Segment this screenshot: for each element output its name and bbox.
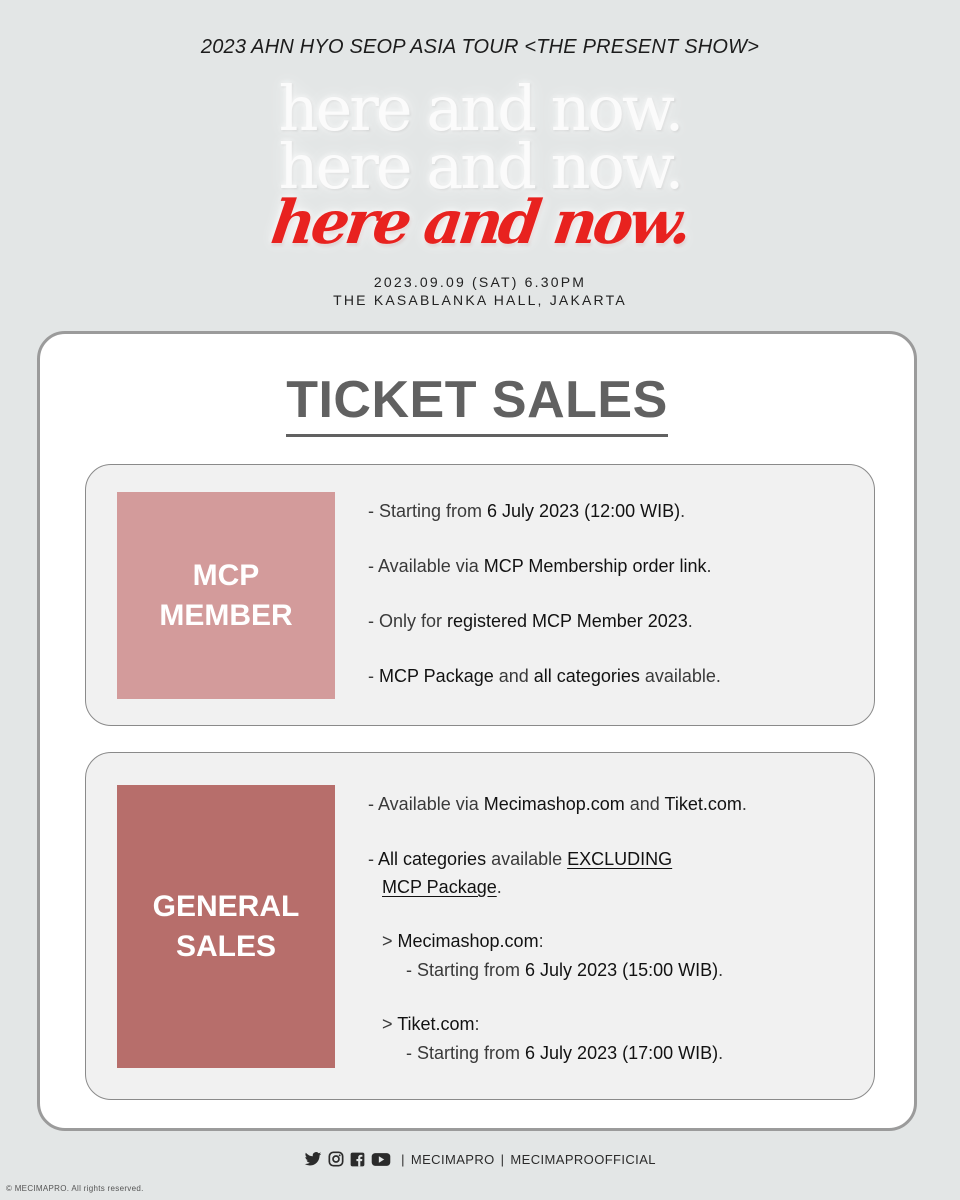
mcp-order-link: - Available via MCP Membership order link. [368,556,712,576]
tour-title: 2023 AHN HYO SEOP ASIA TOUR <THE PRESENT SHOW> [200,36,760,58]
logo-line-2: here and now. [278,130,682,203]
footer-separator-1: | [401,1151,405,1167]
twitter-icon[interactable] [304,1152,322,1167]
footer-handle-mecimapro: MECIMAPRO [410,1151,495,1167]
mcp-start-date: - Starting from 6 July 2023 (12:00 WIB). [368,501,686,521]
tiket-header: > Tiket.com: [382,1014,480,1034]
event-venue: THE KASABLANKA HALL, JAKARTA [333,292,627,308]
ticket-sales-heading: TICKET SALES [40,370,914,437]
mcp-member-label: MCP MEMBER [117,492,335,699]
general-categories-exclusion: MCP Package. [382,877,502,897]
footer-separator-2: | [500,1151,505,1167]
youtube-icon[interactable] [371,1152,391,1167]
mcp-eligibility: - Only for registered MCP Member 2023. [368,611,693,631]
footer-handle-mecimaproofficial: MECIMAPROOFFICIAL [510,1151,656,1167]
general-categories: - All categories available EXCLUDING [368,849,673,869]
ticket-sales-card [37,331,917,1131]
tiket-start-date: - Starting from 6 July 2023 (17:00 WIB). [406,1043,724,1063]
general-availability: - Available via Mecimashop.com and Tiket.com. [368,794,747,814]
event-date-time: 2023.09.09 (SAT) 6.30PM [373,274,587,290]
general-sales-panel [85,752,875,1100]
mecimashop-start-date: - Starting from 6 July 2023 (15:00 WIB). [406,960,724,980]
facebook-icon[interactable] [350,1152,365,1167]
logo-line-3: here and now. [267,188,693,258]
mecimashop-header: > Mecimashop.com: [382,931,544,951]
general-sales-label: GENERAL SALES [117,785,335,1068]
social-footer [0,1151,960,1167]
instagram-icon[interactable] [328,1151,344,1167]
mcp-categories: - MCP Package and all categories available. [368,666,721,686]
copyright-notice: © MECIMAPRO. All rights reserved. [6,1184,144,1193]
logo-line-1: here and now. [278,72,682,145]
mcp-member-panel [85,464,875,726]
